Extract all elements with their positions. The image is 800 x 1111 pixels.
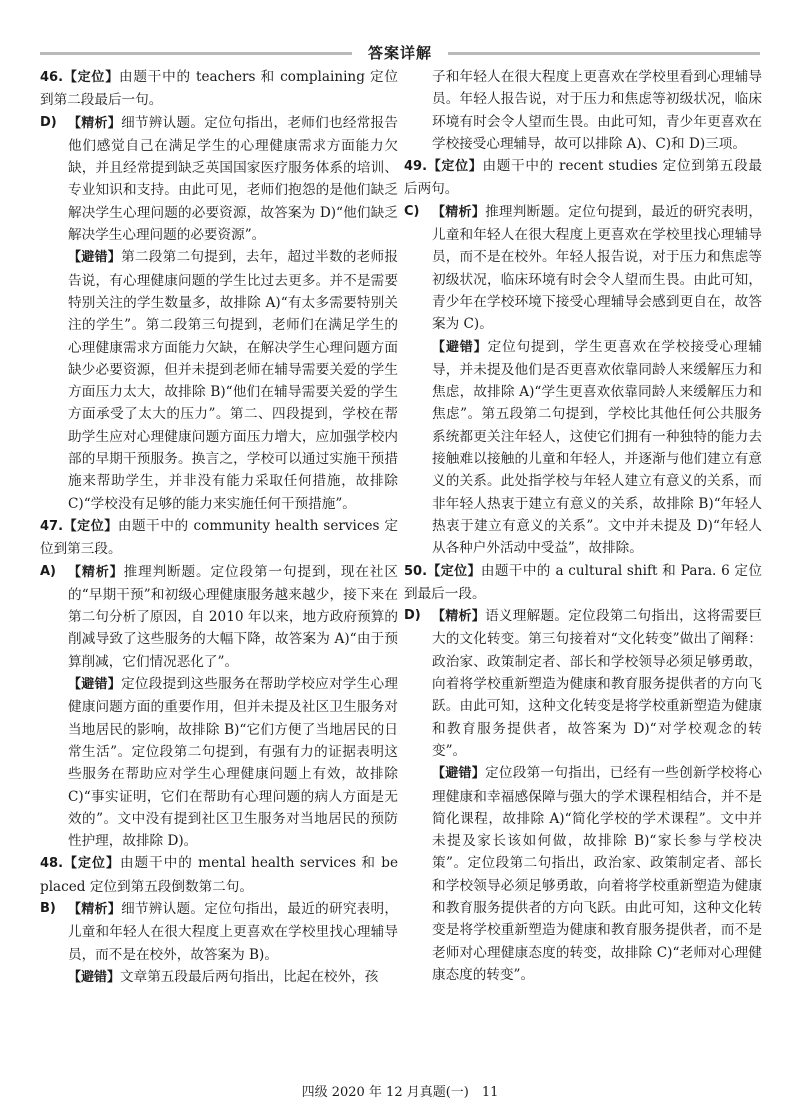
q49-error-text: 定位句提到，学生更喜欢在学校接受心理辅导，并未提及他们是否更喜欢依靠同龄人来缓解压力和焦虑，故排除 A)“学生更喜欢依靠同龄人来缓解压力和焦虑”。第五段第二句提到，学校比其他任何公共服务系统都更关注年轻人，这使它们拥有一种独特的能力去接触难以接触的儿童和年轻人，并逐渐与他们建立有意义的关系。此处指学校与年轻人建立有意义的关系，而非年轻人热衷于建立有意义的关系，故排除 B)“年轻人热衷于建立有意义的关系”。文中并未提及 D)“年轻人从各种户外活动中受益”，故排除。 — [432, 338, 762, 557]
q48-error-text: 文章第五段最后两句指出，比起在校外，孩 — [120, 968, 379, 985]
q48-locate-text: 由题干中的 mental health services 和 be placed 定位到第五段倒数第二句。 — [40, 855, 398, 895]
q47-analysis — [40, 561, 398, 673]
q49-analysis-tag: 【精析】 — [432, 204, 486, 220]
question-49 — [404, 155, 762, 559]
question-50 — [404, 560, 762, 987]
q47-locate-text: 由题干中的 community health services 定位到第三段。 — [40, 517, 398, 558]
q46-error-tag: 【避错】 — [68, 250, 122, 266]
q46-analysis-text: 细节辨认题。定位句指出，老师们也经常报告他们感觉自己在满足学生的心理健康需求方面能力欠缺，并且经常提到缺乏英国国家医疗服务体系的培训、专业知识和支持。由此可见，老师们抱怨的是他们缺乏解决学生心理问题的必要资源，故答案为 D)“他们缺乏解决学生心理问题的必要资源”。 — [68, 114, 398, 244]
q50-analysis — [404, 605, 762, 762]
q47-error-text: 定位段提到这些服务在帮助学校应对学生心理健康问题方面的重要作用，但并未提及社区卫生服务对当地居民的影响，故排除 B)“它们方便了当地居民的日常生活”。定位段第二句提到，有强有力的证据表明这些服务在帮助应对学生心理健康问题上有效，故排除 C)“事实证明，它们在帮助有心理问题的病人方面是无效的”。文中没有提到社区卫生服务对当地居民的预防性护理，故排除 D)。 — [68, 676, 398, 850]
q48-answer: B) — [40, 900, 56, 916]
q46-locate — [40, 66, 398, 112]
q46-answer: D) — [40, 114, 57, 130]
q48-error — [40, 966, 398, 989]
q47-locate-tag: 【定位】 — [63, 518, 118, 534]
q50-locate-text: 由题干中的 a cultural shift 和 Para. 6 定位到最后一段。 — [404, 562, 762, 602]
question-48 — [40, 852, 398, 989]
q49-number: 49. — [404, 159, 428, 175]
question-46 — [40, 66, 398, 515]
q48-error-tag: 【避错】 — [68, 969, 121, 985]
q46-locate-tag: 【定位】 — [63, 70, 119, 85]
q46-analysis-tag: 【精析】 — [68, 115, 122, 131]
section-title: 答案详解 — [367, 44, 432, 62]
page-footer: 四级 2020 年 12 月真题(一) 11 — [301, 1085, 499, 1100]
q49-error — [404, 336, 762, 560]
q50-number: 50. — [404, 563, 428, 579]
q48-error-continued — [404, 66, 762, 155]
section-header — [40, 42, 760, 64]
q47-answer: A) — [40, 563, 57, 579]
q50-analysis-tag: 【精析】 — [432, 609, 486, 625]
q49-error-tag: 【避错】 — [432, 339, 488, 355]
q47-error — [40, 673, 398, 852]
q46-analysis — [40, 112, 398, 247]
q48-analysis-text: 细节辨认题。定位句指出，最近的研究表明，儿童和年轻人在很大程度上更喜欢在学校里找心理辅导员，而不是在校外，故答案为 B)。 — [68, 900, 398, 963]
question-47 — [40, 515, 398, 852]
q49-analysis-text: 推理判断题。定位句提到，最近的研究表明，儿童和年轻人在很大程度上更喜欢在学校里找心理辅导员，而不是在校外。年轻人报告说，对于压力和焦虑等初级状况，临床环境有时会令人望而生畏。由此可知，青少年在学校环境下接受心理辅导会感到更自在，故答案为 C)。 — [432, 203, 762, 333]
q46-locate-text: 由题干中的 teachers 和 complaining 定位到第二段最后一句。 — [40, 69, 398, 109]
q48-number: 48. — [40, 856, 64, 872]
q50-locate — [404, 560, 762, 606]
q48-error-text-cont: 子和年轻人在很大程度上更喜欢在学校里看到心理辅导员。年轻人报告说，对于压力和焦虑等初级状况，临床环境有时会令人望而生畏。由此可知，青少年更喜欢在学校接受心理辅导，故可以排除 A)、C)和 D)三项。 — [432, 69, 762, 152]
q49-analysis — [404, 201, 762, 336]
left-column — [40, 66, 398, 989]
q47-number: 47. — [40, 518, 64, 534]
q50-answer: D) — [404, 608, 421, 624]
q47-locate — [40, 515, 398, 561]
q50-error-text: 定位段第一句指出，已经有一些创新学校将心理健康和幸福感保障与强大的学术课程相结合，并不是简化课程，故排除 A)“简化学校的学术课程”。文中并未提及家长该如何做，故排除 B)“家长参与学校决策”。定位段第二句指出，政治家、政策制定者、部长和学校领导必须足够勇敢，向着将学校重新塑造为健康和教育服务提供者的方向飞跃。由此可知，这种文化转变是将学校重新塑造为健康和教育服务提供者，而不是老师对心理健康态度的转变，故排除 C)“老师对心理健康态度的转变”。 — [432, 765, 762, 983]
q50-analysis-text: 语义理解题。定位段第二句指出，这将需要巨大的文化转变。第三句接着对“文化转变”做出了阐释：政治家、政策制定者、部长和学校领导必须足够勇敢，向着将学校重新塑造为健康和教育服务提供者的方向飞跃。由此可知，这种文化转变是将学校重新塑造为健康和教育服务提供者，故答案为 D)“对学校观念的转变”。 — [432, 608, 762, 759]
right-column — [404, 66, 762, 986]
q50-error — [404, 762, 762, 986]
q46-error — [40, 246, 398, 515]
q48-locate — [40, 852, 398, 898]
header-rule-right — [448, 52, 760, 55]
q47-analysis-tag: 【精析】 — [68, 564, 124, 580]
q46-number: 46. — [40, 70, 64, 85]
q48-locate-tag: 【定位】 — [63, 856, 120, 872]
q48-analysis-tag: 【精析】 — [68, 901, 122, 917]
q50-locate-tag: 【定位】 — [427, 563, 481, 579]
q47-analysis-text: 推理判断题。定位段第一句提到，现在社区的“早期干预”和初级心理健康服务越来越少，接下来在第二句分析了原因，自 2010 年以来，地方政府预算的削减导致了这些服务的大幅下降，故答案为 A)“由于预算削减，它们情况恶化了”。 — [68, 563, 398, 670]
q50-error-tag: 【避错】 — [432, 766, 486, 782]
q49-locate — [404, 155, 762, 201]
q47-error-tag: 【避错】 — [68, 677, 122, 693]
q49-answer: C) — [404, 203, 420, 219]
q49-locate-text: 由题干中的 recent studies 定位到第五段最后两句。 — [404, 158, 762, 198]
q48-analysis — [40, 898, 398, 966]
q49-locate-tag: 【定位】 — [427, 159, 483, 175]
q46-error-text: 第二段第二句提到，去年，超过半数的老师报告说，有心理健康问题的学生比过去更多。并不是需要特别关注的学生数量多，故排除 A)“有太多需要特别关注的学生”。第二段第三句提到，老师们在满足学生的心理健康需求方面能力欠缺，在解决学生心理问题方面缺少必要资源，但并未提到老师在辅导需要关爱的学生方面压力太大，故排除 B)“他们在辅导需要关爱的学生方面承受了太大的压力”。第二、四段提到，学校在帮助学生应对心理健康问题方面压力增大，应加强学校内部的早期干预服务。换言之，学校可以通过实施干预措施来帮助学生，并非没有能力采取任何措施，故排除 C)“学校没有足够的能力来实施任何干预措施”。 — [68, 249, 398, 512]
